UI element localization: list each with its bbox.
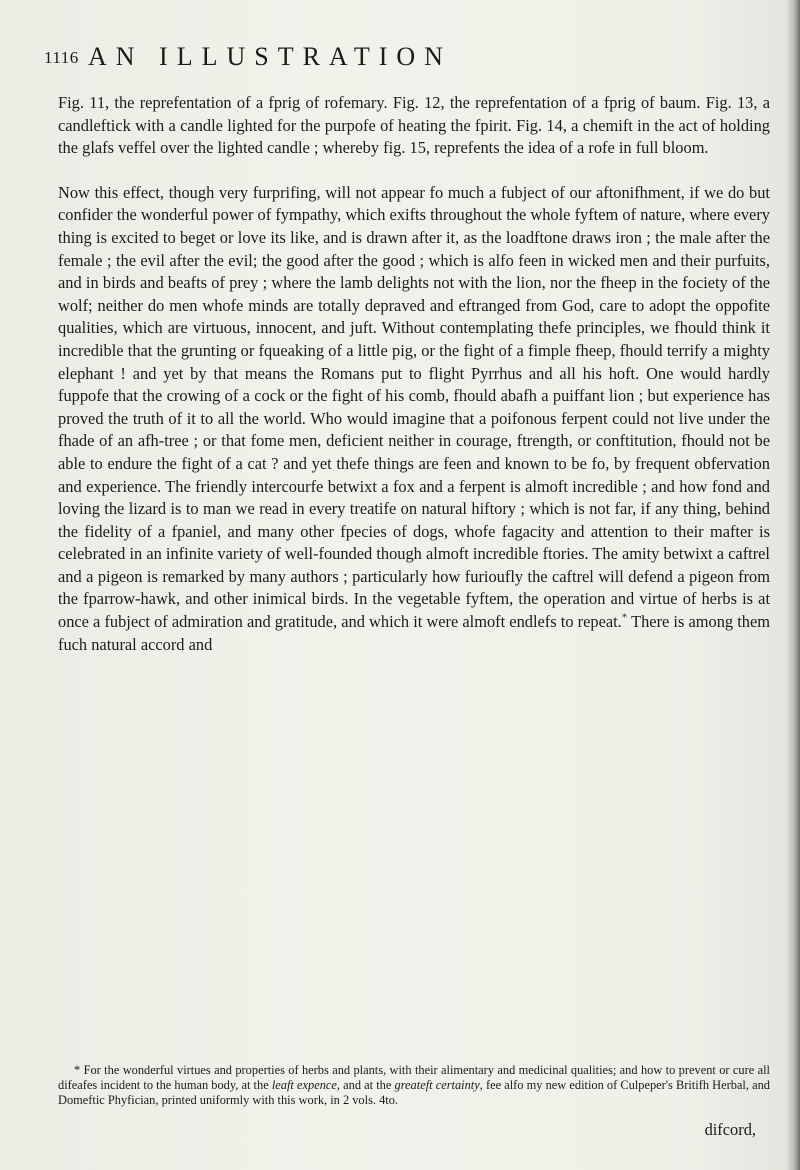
footnote	[58, 1063, 770, 1109]
footnote-text-2: , and at the	[336, 1078, 392, 1093]
page-edge-shadow	[786, 0, 800, 1170]
body-text	[58, 92, 770, 656]
running-head: AN ILLUSTRATION	[88, 42, 452, 71]
footnote-marker: *	[74, 1063, 81, 1077]
footnote-reference: *	[621, 611, 628, 624]
footnote-italic-2: greateft certainty	[394, 1078, 480, 1093]
footnote-text-1: For the wonderful virtues and properties of herbs and plants, with their alimentary and medicinal qualities; and how to prevent or cure all difeafes incident to the human body, at the	[58, 1063, 770, 1093]
paragraph-2-text: Now this effect, though very furprifing, will not appear fo much a fubject of our aftonifhment, if we do but confider the wonderful power of fympathy, which exifts throughout the whole fyftem of nature, where every thing is excited to beget or love its like, and is drawn after it, as the loadftone draws iron ; the male after the female ; the evil after the evil; the good after the good ; which is alfo feen in wicked men and their purfuits, and in birds and beafts of prey ; where the lamb delights not with the lion, nor the fheep in the fociety of the wolf; neither do men whofe minds are totally depraved and eftranged from God, care to adopt the oppofite qualities, which are virtuous, innocent, and juft. Without contemplating thefe principles, we fhould think it incredible that the grunting or fqueaking of a little pig, or the fight of a fimple fheep, fhould terrify a mighty elephant ! and yet by that means the Romans put to flight Pyrrhus and all his hoft. One would hardly fuppofe that the crowing of a cock or the fight of his comb, fhould abafh a puiffant lion ; but experience has proved the truth of it to all the world. Who would imagine that a poifonous ferpent could not live under the fhade of an afh-tree ; or that fome men, deficient neither in courage, ftrength, or conftitution, fhould not be able to endure the fight of a cat ? and yet thefe things are feen and known to be fo, by frequent obfervation and experience. The friendly intercourfe betwixt a fox and a ferpent is almoft incredible ; and how fond and loving the lizard is to man we read in every treatife on natural hiftory ; which is not far, if any thing, behind the fidelity of a fpaniel, and many other fpecies of dogs, whofe fagacity and attention to their mafter is celebrated in an infinite variety of well-founded though almoft incredible ftories. The amity betwixt a caftrel and a pigeon is remarked by many authors ; particularly how furioufly the caftrel will defend a pigeon from the fparrow-hawk, and other inimical birds. In the vegetable fyftem, the operation and virtue of herbs is at once a fubject of admiration and gratitude, and which it were almoft endlefs to repeat.	[58, 182, 770, 632]
paragraph-1: Fig. 11, the reprefentation of a fprig of rofemary. Fig. 12, the reprefentation of a fprig of baum. Fig. 13, a candleftick with a candle lighted for the purpofe of heating the fpirit. Fig. 14, a chemift in the act of holding the glafs veffel over the lighted candle ; whereby fig. 15, reprefents the idea of a rofe in full bloom.	[58, 93, 770, 158]
page-number: 1116	[44, 48, 79, 67]
paragraph-2-tail: There is among them fuch natural accord and	[58, 612, 770, 654]
catchword: difcord,	[704, 1120, 756, 1139]
paragraph-2	[58, 182, 770, 656]
page-header	[44, 42, 744, 76]
footnote-italic-1: leaft expence	[271, 1078, 337, 1093]
footnote-text-3: , fee alfo my new edition of Culpeper's Britifh Herbal, and Domeftic Phyfician, printed uniformly with this work, in 2 vols. 4to.	[58, 1078, 770, 1108]
